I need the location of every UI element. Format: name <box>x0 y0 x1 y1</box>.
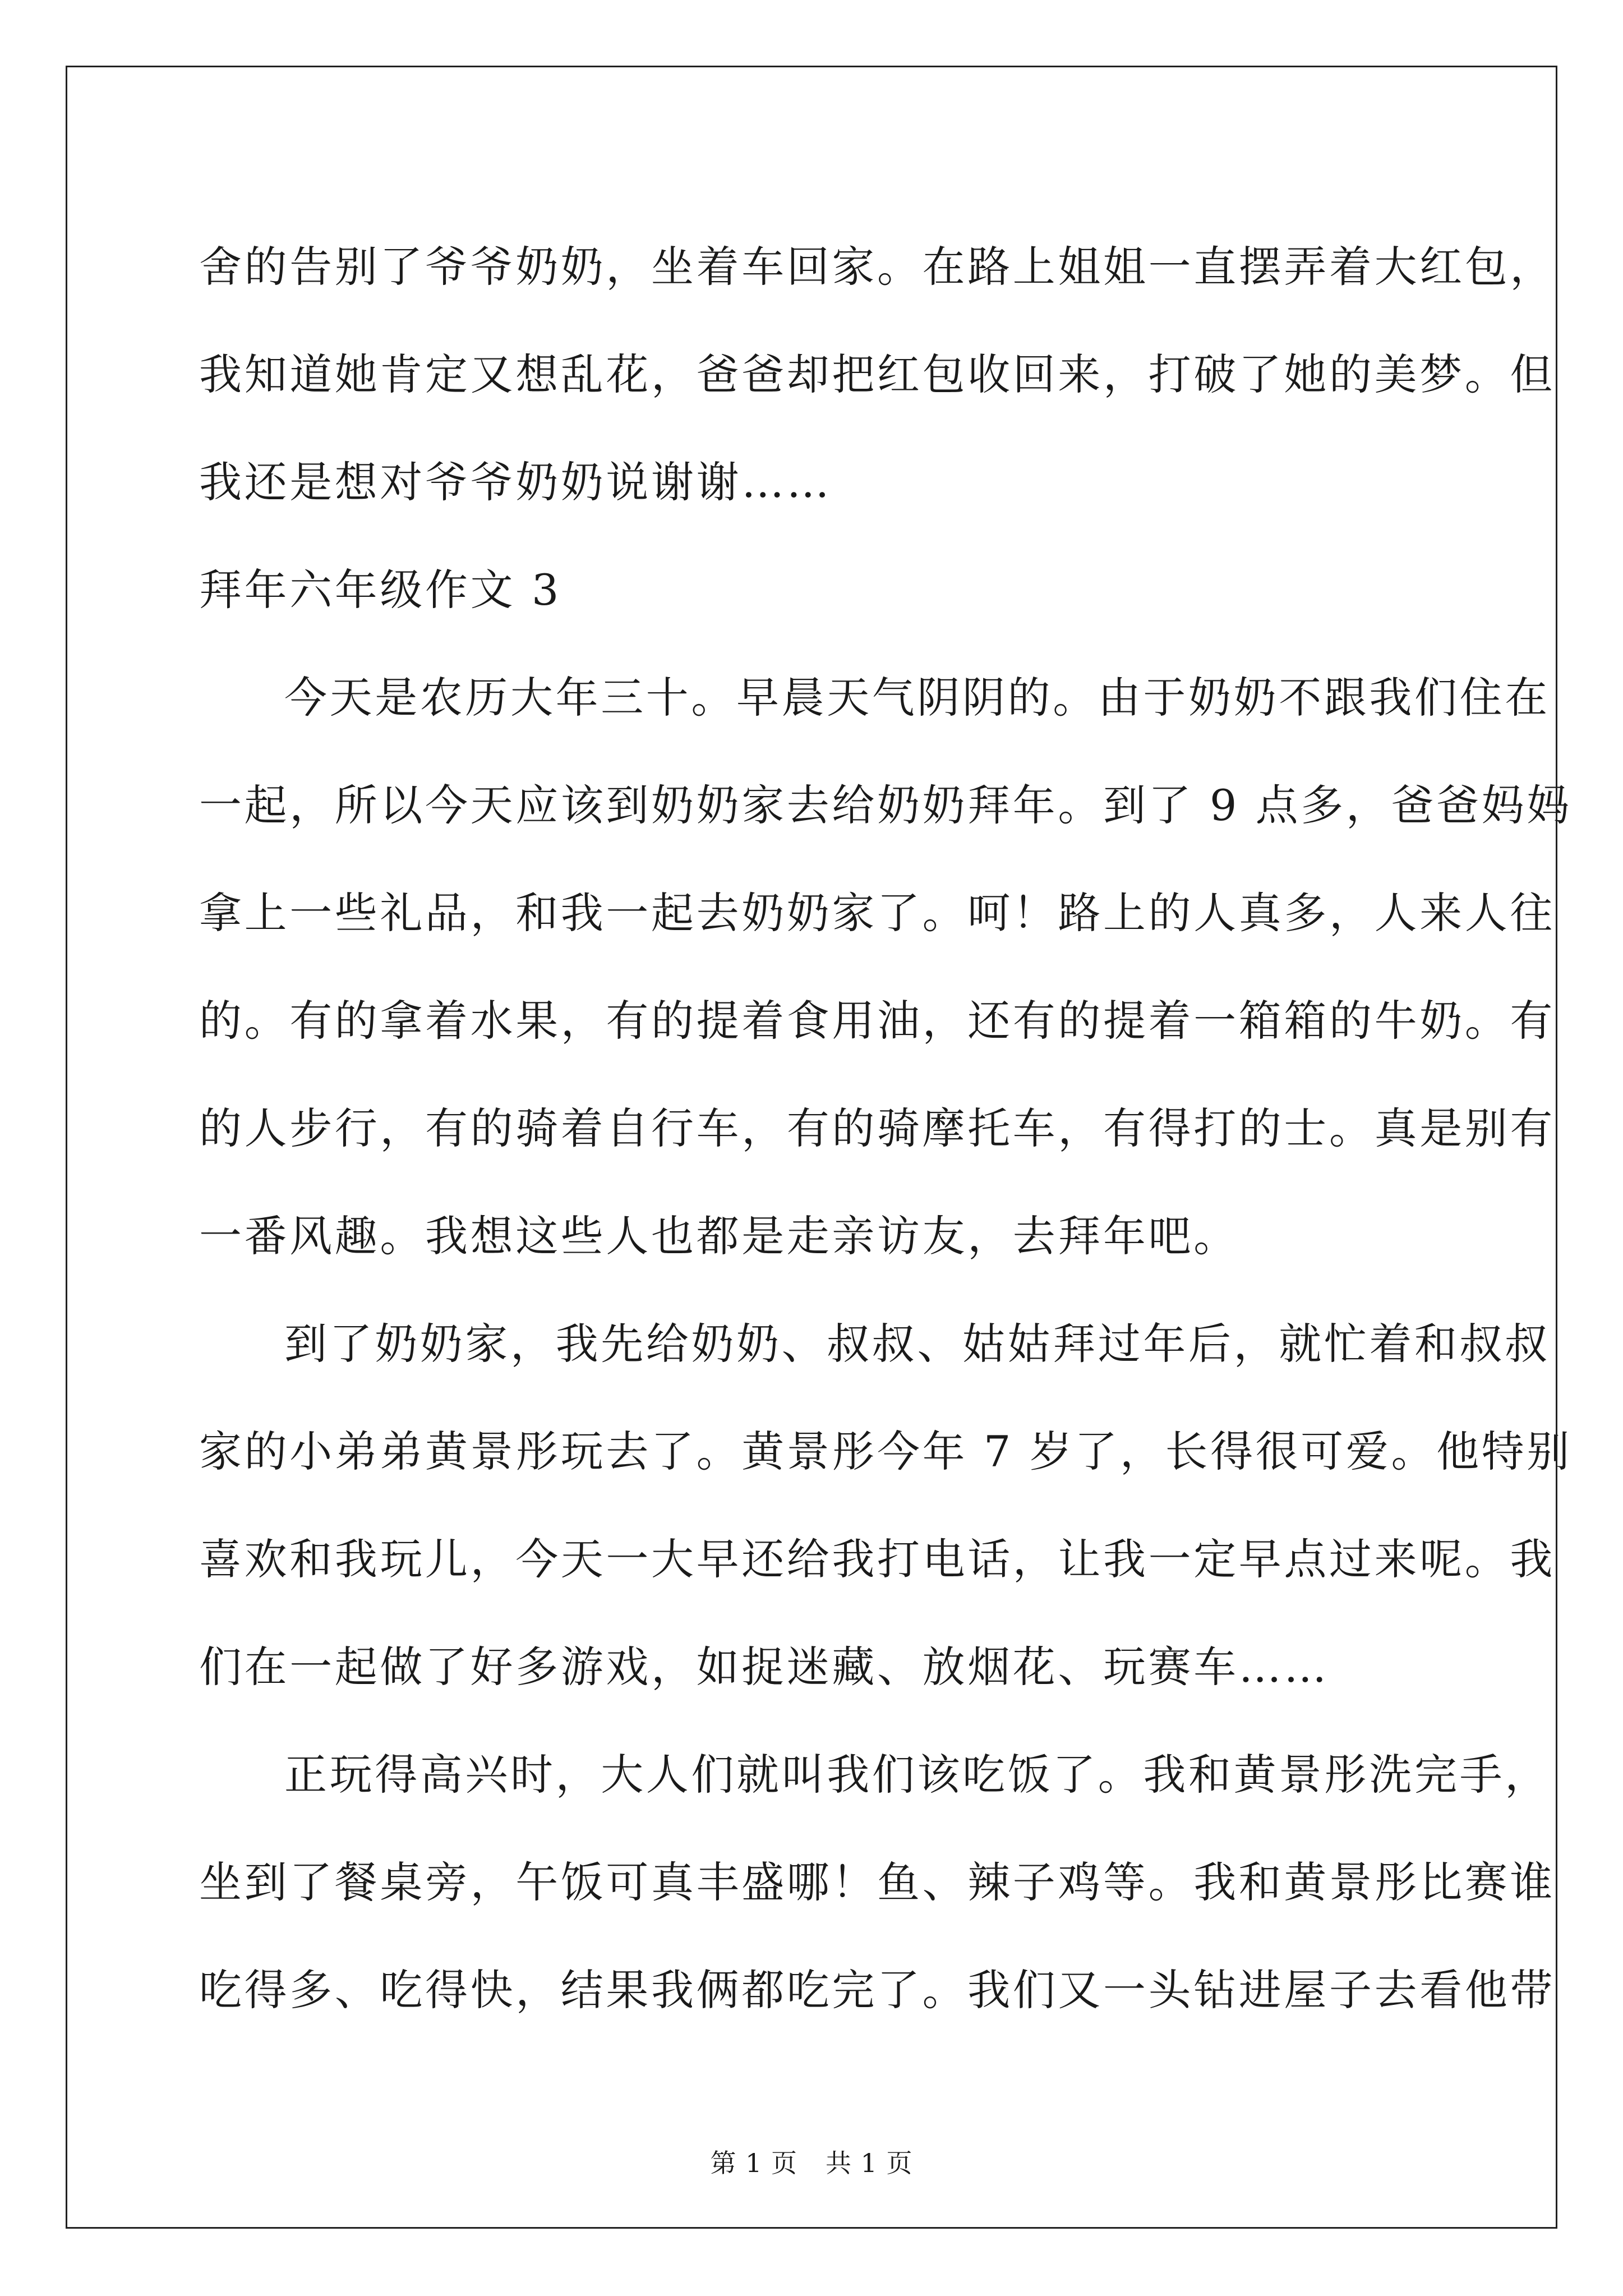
page-total: 共 1 页 <box>826 2148 913 2178</box>
section-heading: 拜年六年级作文 3 <box>199 565 561 615</box>
page-number: 第 1 页 <box>710 2148 797 2178</box>
text-line: 的。有的拿着水果，有的提着食用油，还有的提着一箱箱的牛奶。有 <box>199 996 1555 1046</box>
text-line: 的人步行，有的骑着自行车，有的骑摩托车，有得打的士。真是别有 <box>199 1103 1555 1153</box>
text-line: 我知道她肯定又想乱花，爸爸却把红包收回来，打破了她的美梦。但 <box>199 349 1555 399</box>
text-line: 坐到了餐桌旁，午饭可真丰盛哪！鱼、辣子鸡等。我和黄景彤比赛谁 <box>199 1857 1555 1907</box>
text-line: 拿上一些礼品，和我一起去奶奶家了。呵！路上的人真多，人来人往 <box>199 888 1555 938</box>
text-line: 喜欢和我玩儿，今天一大早还给我打电话，让我一定早点过来呢。我 <box>199 1534 1555 1584</box>
text-line: 今天是农历大年三十。早晨天气阴阴的。由于奶奶不跟我们住在 <box>284 673 1550 723</box>
text-line: 正玩得高兴时，大人们就叫我们该吃饭了。我和黄景彤洗完手， <box>284 1750 1550 1800</box>
text-line: 舍的告别了爷爷奶奶，坐着车回家。在路上姐姐一直摆弄着大红包， <box>199 242 1555 292</box>
text-line: 吃得多、吃得快，结果我俩都吃完了。我们又一头钻进屋子去看他带 <box>199 1965 1555 2015</box>
document-body <box>199 213 1572 2044</box>
text-line: 一起，所以今天应该到奶奶家去给奶奶拜年。到了 9 点多，爸爸妈妈 <box>199 780 1572 830</box>
text-line: 一番风趣。我想这些人也都是走亲访友，去拜年吧。 <box>199 1211 1239 1261</box>
text-line: 家的小弟弟黄景彤玩去了。黄景彤今年 7 岁了，长得很可爱。他特别 <box>199 1427 1572 1476</box>
page-footer <box>0 2143 1623 2180</box>
text-line: 们在一起做了好多游戏，如捉迷藏、放烟花、玩赛车…… <box>199 1642 1329 1692</box>
text-line: 我还是想对爷爷奶奶说谢谢…… <box>199 457 832 507</box>
text-line: 到了奶奶家，我先给奶奶、叔叔、姑姑拜过年后，就忙着和叔叔 <box>284 1319 1550 1369</box>
